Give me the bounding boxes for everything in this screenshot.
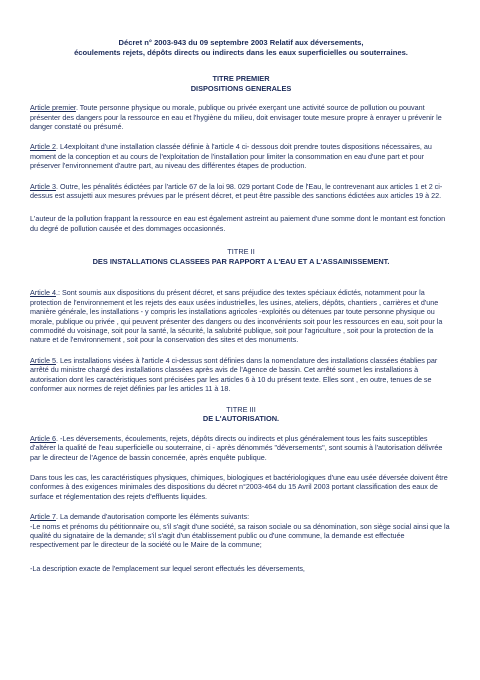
article-5-label: Article 5 xyxy=(30,355,56,365)
titre-number: TITRE PREMIER xyxy=(212,74,270,83)
article-6 xyxy=(30,434,452,462)
article-1-label: Article premier xyxy=(30,103,76,113)
titre-number: TITRE III xyxy=(226,404,256,414)
article-3-text: . Outre, les pénalités édictées par l'article 67 de la loi 98. 029 portant Code de l'Eau, le contrevenant aux articles 1 et 2 ci-dessus est assujetti aux mesures prévues par le présent décret, et peut être passible des sanctions édictées aux articles 19 à 22. xyxy=(30,181,443,201)
article-2-text: . L4exploitant d'une installation classée définie à l'article 4 ci- dessous doit prendre toutes dispositions nécessaires, au moment de la conception et au cours de l'exploitation de l'installation pour limiter la consommation en eau d'une part et pour préserver l'environnement d'autre part, au niveau des différentes étapes de production. xyxy=(30,142,432,171)
article-6-text: . -Les déversements, écoulements, rejets, dépôts directs ou indirects et plus généralement tous les faits susceptibles d'altérer la qualité de l'eau superficielle ou souterraine, ci - après dénommés "déversements", sont soumis à l'autorisation délivrée par le directeur de l'Agence de bassin concernée, après enquête publique. xyxy=(30,433,443,462)
article-7 xyxy=(30,512,452,521)
titre-premier-heading xyxy=(30,74,452,93)
article-1-text: . Toute personne physique ou morale, publique ou privée exerçant une activité source de pollution ou pouvant présenter des dangers pour la ressource en eau et l'hygiène du milieu, doit envisager toute mesure propre à enrayer u prévenir le danger constaté ou présumé. xyxy=(30,103,442,131)
article-7-label: Article 7 xyxy=(30,512,56,522)
titre-subtitle: DES INSTALLATIONS CLASSEES PAR RAPPORT A L'EAU ET A L'ASSAINISSEMENT. xyxy=(92,256,390,266)
decree-title-line-2: écoulements rejets, dépôts directs ou indirects dans les eaux superficielles ou souterraines. xyxy=(74,48,408,57)
decree-title xyxy=(30,38,452,58)
article-4-label: Article 4 xyxy=(30,288,56,298)
article-6-label: Article 6 xyxy=(30,433,56,443)
titre-number: TITRE II xyxy=(227,247,255,257)
article-4 xyxy=(30,288,452,344)
paragraph-pollueur: L'auteur de la pollution frappant la ressource en eau est également astreint au paiement d'une somme dont le montant est fonction du degré de pollution causée et des dommages occasionnés. xyxy=(30,214,446,233)
titre-subtitle: DISPOSITIONS GENERALES xyxy=(190,83,292,93)
article-3-label: Article 3 xyxy=(30,181,56,191)
article-4-text: .: Sont soumis aux dispositions du présent décret, et sans préjudice des textes spéciaux édictés, notamment pour la protection de l'environnement et les rejets des eaux usées industrielles, les usines, ateliers, dépôts, chantiers , carrières et d'une manière générale, les installations - y compris les installations agricoles -exploités ou détenues par toute personne physique ou morale, publique ou privée , qui peuvent présenter des dangers ou des inconvénients soit pour les ressources en eau, soit pour la commodité du voisinage, soit pour la santé, la sécurité, la salubrité publique, soit pour l'agriculture , soit pour la protection de la nature et de l'environnement , soit pour la conservation des sites et des monuments. xyxy=(30,288,443,345)
article-2-label: Article 2 xyxy=(30,142,56,152)
article-1 xyxy=(30,103,452,131)
article-7-item-2: -La description exacte de l'emplacement sur lequel seront effectués les déversements, xyxy=(30,563,305,573)
article-5-text: . Les installations visées à l'article 4 ci-dessus sont définies dans la nomenclature des installations classées établies par arrêté du ministre chargé des installations classées après avis de l'Agence de bassin. Cet arrêté soumet les installations à autorisation dont les caractéristiques sont précisées par les articles 6 à 10 du présent texte. Elles sont , en outre, tenues de se conformer aux normes de rejet définies par les articles 11 à 18. xyxy=(30,355,438,394)
article-7-text: . La demande d'autorisation comporte les éléments suivants: xyxy=(55,512,250,522)
article-2 xyxy=(30,142,452,170)
article-7-item-1: -Le noms et prénoms du pétitionnaire ou, s'il s'agit d'une société, sa raison sociale ou sa dénomination, son siège social ainsi que la qualité du signataire de la demande; s'il s'agit d'un établissement public ou d'une commune, la demande est effectuée respectivement par le directeur de la société ou le Maire de la commune; xyxy=(30,521,450,550)
article-5 xyxy=(30,356,452,394)
titre-2-heading xyxy=(30,247,452,266)
titre-3-heading xyxy=(30,405,452,424)
decree-title-line-1: Décret n° 2003-943 du 09 septembre 2003 Relatif aux déversements, xyxy=(118,38,364,47)
titre-subtitle: DE L'AUTORISATION. xyxy=(202,414,280,424)
article-3 xyxy=(30,182,452,201)
paragraph-caracteristiques: Dans tous les cas, les caractéristiques physiques, chimiques, biologiques et bactériologiques d'une eau usée déversée doivent être conformes à des exigences minimales des dispositions du décret n°2003-464 du 15 Avril 2003 portant classification des eaux de surface et réglementation des rejets d'effluents liquides. xyxy=(30,472,448,501)
